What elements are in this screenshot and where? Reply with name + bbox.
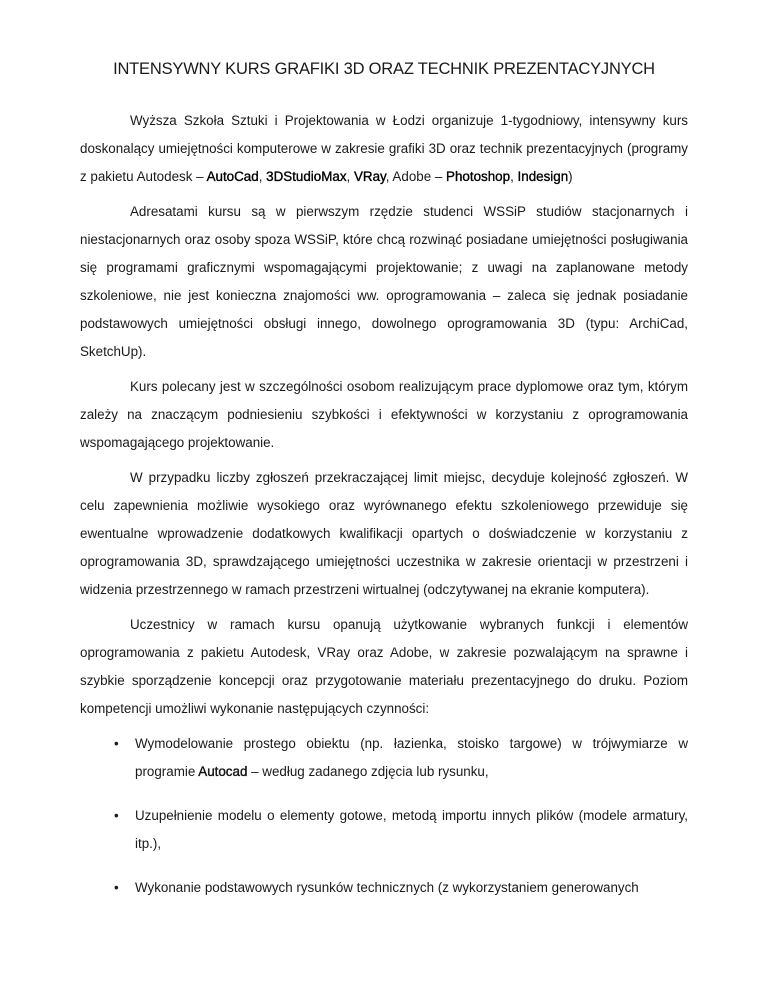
competency-list [80, 730, 688, 902]
list-item: • Wykonanie podstawowych rysunków technicznych (z wykorzystaniem generowanych [80, 874, 688, 902]
software-3dstudiomax: 3DStudioMax [266, 169, 347, 184]
software-photoshop: Photoshop [446, 169, 511, 184]
list-item: • Wymodelowanie prostego obiektu (np. łazienka, stoisko targowe) w trójwymiarze w programie Autocad – według zadanego zdjęcia lub rysunku, [80, 730, 688, 786]
intro-text: Wyższa Szkoła Sztuki i Projektowania w Łodzi organizuje 1-tygodniowy, intensywny kurs doskonalący umiejętności komputerowe w zakresie grafiki 3D oraz technik prezentacyjnych (programy z pakietu Autodesk – [80, 113, 688, 184]
document-body [80, 107, 688, 918]
paragraph-recommendation: Kurs polecany jest w szczególności osobom realizującym prace dyplomowe oraz tym, którym zależy na znaczącym podniesieniu szybkości i efektywności w korzystaniu z oprogramowania wspomagającego projektowanie. [80, 379, 688, 450]
paragraph-intro: Wyższa Szkoła Sztuki i Projektowania w Łodzi organizuje 1-tygodniowy, intensywny kurs doskonalący umiejętności komputerowe w zakresie grafiki 3D oraz technik prezentacyjnych (programy z pakietu Autodesk – AutoCad, 3DStudioMax, VRay, Adobe – Photoshop, Indesign) [80, 113, 688, 184]
bullet-icon: • [114, 808, 119, 823]
paragraph-audience: Adresatami kursu są w pierwszym rzędzie studenci WSSiP studiów stacjonarnych i niestacjonarnych oraz osoby spoza WSSiP, które chcą rozwinąć posiadane umiejętności posługiwania się programami graficznymi wspomagającymi projektowanie; z uwagi na zaplanowane metody szkoleniowe, nie jest konieczna znajomości ww. oprogramowania – zaleca się jednak posiadanie podstawowych umiejętności obsługi innego, dowolnego oprogramowania 3D (typu: ArchiCad, SketchUp). [80, 204, 688, 359]
document-title: INTENSYWNY KURS GRAFIKI 3D ORAZ TECHNIK PREZENTACYJNYCH [113, 60, 655, 78]
list-item: • Uzupełnienie modelu o elementy gotowe, metodą importu innych plików (modele armatury, itp.), [80, 802, 688, 858]
bullet-icon: • [114, 736, 119, 751]
paragraph-qualification: W przypadku liczby zgłoszeń przekraczającej limit miejsc, decyduje kolejność zgłoszeń. W celu zapewnienia możliwie wysokiego oraz wyrównanego efektu szkoleniowego przewiduje się ewentualne wprowadzenie dodatkowych kwalifikacji opartych o doświadczenie w korzystaniu z oprogramowania 3D, sprawdzającego umiejętności uczestnika w zakresie orientacji w przestrzeni i widzenia przestrzennego w ramach przestrzeni wirtualnej (odczytywanej na ekranie komputera). [80, 470, 688, 597]
bullet-icon: • [114, 880, 119, 895]
software-autocad-mention: Autocad [198, 764, 248, 779]
software-indesign: Indesign [517, 169, 569, 184]
software-autocad: AutoCad [206, 169, 259, 184]
paragraph-competencies: Uczestnicy w ramach kursu opanują użytkowanie wybranych funkcji i elementów oprogramowania z pakietu Autodesk, VRay oraz Adobe, w zakresie pozwalającym na sprawne i szybkie sporządzenie koncepcji oraz przygotowanie materiału prezentacyjnego do druku. Poziom kompetencji umożliwi wykonanie następujących czynności: [80, 617, 688, 716]
software-vray: VRay [353, 169, 386, 184]
